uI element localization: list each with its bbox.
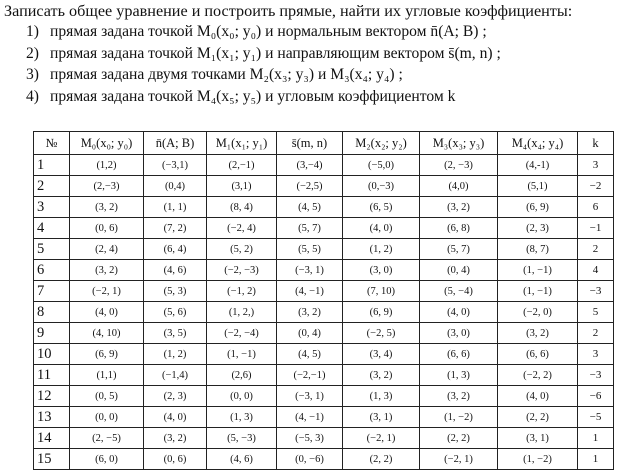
- header-n-vector: n̄(A; B): [144, 132, 207, 155]
- table-header-row: [34, 132, 614, 155]
- cell-s: (3,−4): [277, 155, 343, 176]
- cell-s: (4, −1): [277, 281, 343, 302]
- header-m4: M₄(x₄; y₄): [498, 132, 578, 155]
- cell-m1: (−2, 4): [207, 218, 277, 239]
- table-row: [34, 449, 614, 470]
- cell-s: (−2,5): [277, 176, 343, 197]
- cell-k: 1: [578, 449, 614, 470]
- table-row: [34, 197, 614, 218]
- cell-m1: (8, 4): [207, 197, 277, 218]
- cell-m3: (3, 2): [420, 197, 498, 218]
- cell-m2: (−2, 1): [343, 428, 420, 449]
- cell-number: 8: [34, 302, 70, 323]
- cell-number: 4: [34, 218, 70, 239]
- cell-m2: (3, 4): [343, 344, 420, 365]
- cell-n: (0, 6): [144, 449, 207, 470]
- cell-m1: (0, 0): [207, 386, 277, 407]
- table-row: [34, 386, 614, 407]
- cell-m4: (4,-1): [498, 155, 578, 176]
- cell-k: 3: [578, 155, 614, 176]
- cell-s: (0, 4): [277, 323, 343, 344]
- cell-m3: (1, 3): [420, 365, 498, 386]
- task-item-1: 1) прямая задана точкой M₀(x₀; y₀) и нормальным вектором n̄(A; B) ;: [26, 23, 487, 40]
- cell-m4: (−2, 2): [498, 365, 578, 386]
- cell-number: 3: [34, 197, 70, 218]
- cell-m4: (2, 2): [498, 407, 578, 428]
- cell-k: 2: [578, 239, 614, 260]
- cell-m2: (4, 0): [343, 218, 420, 239]
- cell-m4: (6, 6): [498, 344, 578, 365]
- task-item-4: 4) прямая задана точкой M₄(x₅; y₅) и угловым коэффициентом k: [26, 87, 456, 105]
- cell-m2: (0,−3): [343, 176, 420, 197]
- cell-s: (4, −1): [277, 407, 343, 428]
- cell-s: (5, 5): [277, 239, 343, 260]
- cell-m3: (5, 7): [420, 239, 498, 260]
- cell-k: −2: [578, 176, 614, 197]
- cell-k: −3: [578, 365, 614, 386]
- cell-k: −6: [578, 386, 614, 407]
- cell-n: (3, 2): [144, 428, 207, 449]
- cell-number: 10: [34, 344, 70, 365]
- cell-k: 4: [578, 260, 614, 281]
- cell-number: 9: [34, 323, 70, 344]
- cell-m4: (8, 7): [498, 239, 578, 260]
- cell-k: 1: [578, 428, 614, 449]
- cell-m2: (3, 1): [343, 407, 420, 428]
- cell-m0: (4, 0): [70, 302, 144, 323]
- table-row: [34, 218, 614, 239]
- cell-m3: (2, 2): [420, 428, 498, 449]
- cell-k: 3: [578, 344, 614, 365]
- header-s-vector: s̄(m, n): [277, 132, 343, 155]
- cell-m3: (4, 0): [420, 302, 498, 323]
- cell-n: (5, 3): [144, 281, 207, 302]
- cell-n: (6, 4): [144, 239, 207, 260]
- cell-number: 11: [34, 365, 70, 386]
- header-m3: M₃(x₃; y₃): [420, 132, 498, 155]
- task-title: Записать общее уравнение и построить прямые, найти их угловые коэффициенты:: [4, 2, 573, 20]
- cell-m1: (2,−1): [207, 155, 277, 176]
- table-row: [34, 344, 614, 365]
- cell-m2: (1, 3): [343, 386, 420, 407]
- table-row: [34, 260, 614, 281]
- cell-m1: (4, 6): [207, 449, 277, 470]
- cell-n: (5, 6): [144, 302, 207, 323]
- cell-k: −3: [578, 281, 614, 302]
- cell-n: (4, 0): [144, 407, 207, 428]
- cell-m4: (2, 3): [498, 218, 578, 239]
- cell-s: (5, 7): [277, 218, 343, 239]
- cell-number: 7: [34, 281, 70, 302]
- cell-number: 14: [34, 428, 70, 449]
- cell-m1: (5, −3): [207, 428, 277, 449]
- cell-m1: (5, 2): [207, 239, 277, 260]
- cell-number: 5: [34, 239, 70, 260]
- cell-m3: (1, −2): [420, 407, 498, 428]
- cell-m2: (7, 10): [343, 281, 420, 302]
- cell-m4: (3, 2): [498, 323, 578, 344]
- variants-table: [33, 131, 614, 470]
- header-number: №: [34, 132, 70, 155]
- task-item-2: 2) прямая задана точкой M₁(x₁; y₁) и направляющим вектором s̄(m, n) ;: [26, 44, 501, 62]
- cell-m0: (0, 6): [70, 218, 144, 239]
- cell-number: 2: [34, 176, 70, 197]
- cell-number: 6: [34, 260, 70, 281]
- cell-m3: (2, −3): [420, 155, 498, 176]
- table-row: [34, 176, 614, 197]
- cell-m2: (2, 2): [343, 449, 420, 470]
- cell-m3: (6, 6): [420, 344, 498, 365]
- cell-s: (−2,−1): [277, 365, 343, 386]
- task-items: [4, 21, 616, 107]
- cell-m0: (3, 2): [70, 197, 144, 218]
- cell-n: (−1,4): [144, 365, 207, 386]
- cell-n: (4, 6): [144, 260, 207, 281]
- cell-m0: (3, 2): [70, 260, 144, 281]
- cell-m3: (6, 8): [420, 218, 498, 239]
- cell-s: (−5, 3): [277, 428, 343, 449]
- cell-m1: (−1, 2): [207, 281, 277, 302]
- table-row: [34, 428, 614, 449]
- cell-k: 2: [578, 323, 614, 344]
- cell-m1: (1, 3): [207, 407, 277, 428]
- cell-m0: (0, 5): [70, 386, 144, 407]
- cell-k: 6: [578, 197, 614, 218]
- table-row: [34, 365, 614, 386]
- cell-m3: (4,0): [420, 176, 498, 197]
- cell-m0: (6, 0): [70, 449, 144, 470]
- header-m2: M₂(x₂; y₂): [343, 132, 420, 155]
- cell-m1: (−2, −3): [207, 260, 277, 281]
- table-row: [34, 323, 614, 344]
- table-row: [34, 281, 614, 302]
- table-row: [34, 239, 614, 260]
- cell-m4: (1, −2): [498, 449, 578, 470]
- cell-number: 15: [34, 449, 70, 470]
- cell-k: −5: [578, 407, 614, 428]
- cell-m0: (0, 0): [70, 407, 144, 428]
- cell-m4: (1, −1): [498, 281, 578, 302]
- cell-n: (1, 1): [144, 197, 207, 218]
- cell-m3: (0, 4): [420, 260, 498, 281]
- cell-m0: (2, 4): [70, 239, 144, 260]
- cell-m2: (3, 0): [343, 260, 420, 281]
- cell-m0: (−2, 1): [70, 281, 144, 302]
- cell-s: (−3, 1): [277, 260, 343, 281]
- table-row: [34, 407, 614, 428]
- table-body: [34, 155, 614, 470]
- cell-s: (3, 2): [277, 302, 343, 323]
- header-k: k: [578, 132, 614, 155]
- cell-s: (0, −6): [277, 449, 343, 470]
- cell-m3: (3, 2): [420, 386, 498, 407]
- cell-m1: (−2, −4): [207, 323, 277, 344]
- cell-m0: (1,1): [70, 365, 144, 386]
- cell-m2: (6, 5): [343, 197, 420, 218]
- cell-n: (3, 5): [144, 323, 207, 344]
- cell-m1: (1, 2,): [207, 302, 277, 323]
- cell-m2: (6, 9): [343, 302, 420, 323]
- cell-m0: (2, −5): [70, 428, 144, 449]
- cell-m4: (1, −1): [498, 260, 578, 281]
- cell-number: 13: [34, 407, 70, 428]
- cell-m3: (3, 0): [420, 323, 498, 344]
- table-row: [34, 155, 614, 176]
- cell-number: 1: [34, 155, 70, 176]
- cell-m2: (1, 2): [343, 239, 420, 260]
- cell-k: 5: [578, 302, 614, 323]
- header-m0: M₀(x₀; y₀): [70, 132, 144, 155]
- cell-k: −1: [578, 218, 614, 239]
- cell-m3: (5, −4): [420, 281, 498, 302]
- cell-n: (2, 3): [144, 386, 207, 407]
- cell-m3: (−2, 1): [420, 449, 498, 470]
- task-statement: [4, 2, 616, 107]
- cell-n: (0,4): [144, 176, 207, 197]
- cell-s: (4, 5): [277, 197, 343, 218]
- cell-m4: (4, 0): [498, 386, 578, 407]
- cell-m0: (6, 9): [70, 344, 144, 365]
- cell-s: (−3, 1): [277, 386, 343, 407]
- cell-m1: (3,1): [207, 176, 277, 197]
- cell-m1: (1, −1): [207, 344, 277, 365]
- cell-n: (1, 2): [144, 344, 207, 365]
- cell-m4: (6, 9): [498, 197, 578, 218]
- cell-m4: (−2, 0): [498, 302, 578, 323]
- task-item-3: 3) прямая задана двумя точками M₂(x₃; y₃) и M₃(x₄; y₄) ;: [26, 66, 403, 83]
- cell-m2: (−2, 5): [343, 323, 420, 344]
- cell-m2: (−5,0): [343, 155, 420, 176]
- cell-m0: (1,2): [70, 155, 144, 176]
- header-m1: M₁(x₁; y₁): [207, 132, 277, 155]
- cell-m4: (5,1): [498, 176, 578, 197]
- cell-m2: (3, 2): [343, 365, 420, 386]
- cell-m0: (2,−3): [70, 176, 144, 197]
- table-row: [34, 302, 614, 323]
- cell-m4: (3, 1): [498, 428, 578, 449]
- cell-m1: (2,6): [207, 365, 277, 386]
- cell-m0: (4, 10): [70, 323, 144, 344]
- cell-number: 12: [34, 386, 70, 407]
- cell-s: (4, 5): [277, 344, 343, 365]
- cell-n: (−3,1): [144, 155, 207, 176]
- cell-n: (7, 2): [144, 218, 207, 239]
